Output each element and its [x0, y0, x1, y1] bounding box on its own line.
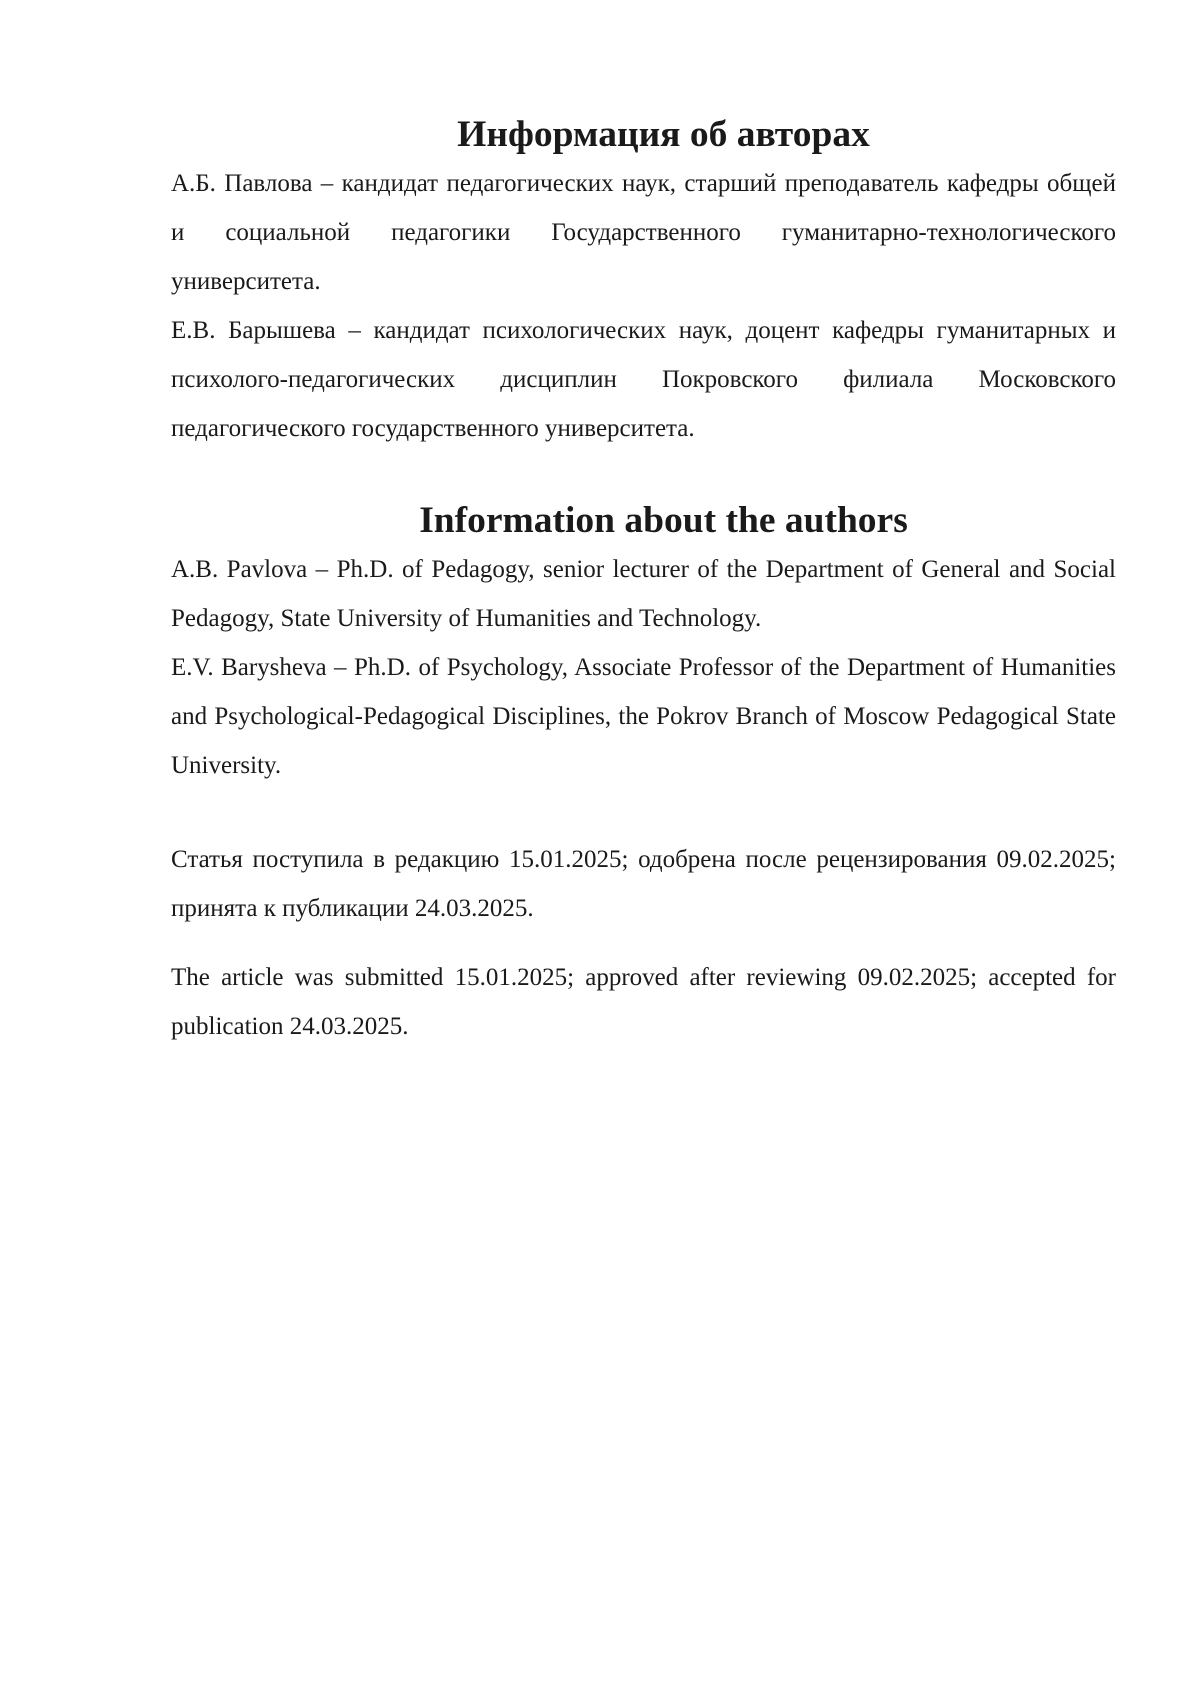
paragraph-spacer — [171, 933, 1116, 953]
author-bio-pavlova-ru: А.Б. Павлова – кандидат педагогических наук, старший преподаватель кафедры общей и социальной педагогики Государственного гуманитарно-технологического университета. — [171, 170, 1116, 295]
author-bio-barysheva-ru: Е.В. Барышева – кандидат психологических наук, доцент кафедры гуманитарных и психолого-педагогических дисциплин Покровского филиала Московского педагогического государственного университета. — [171, 317, 1116, 442]
authors-heading-ru: Информация об авторах — [457, 114, 870, 155]
authors-info-en — [171, 496, 1116, 790]
article-dates-ru: Статья поступила в редакцию 15.01.2025; одобрена после рецензирования 09.02.2025; принята к публикации 24.03.2025. — [171, 846, 1116, 922]
section-spacer — [171, 790, 1116, 835]
author-bio-barysheva-en: E.V. Barysheva – Ph.D. of Psychology, Associate Professor of the Department of Humanities and Psychological-Pedagogical Disciplines, the Pokrov Branch of Moscow Pedagogical State University. — [171, 654, 1116, 779]
authors-heading-en: Information about the authors — [419, 500, 908, 541]
section-spacer — [171, 453, 1116, 496]
document-page — [171, 110, 1116, 1051]
article-dates-en: The article was submitted 15.01.2025; approved after reviewing 09.02.2025; accepted for publication 24.03.2025. — [171, 964, 1116, 1040]
author-bio-pavlova-en: A.B. Pavlova – Ph.D. of Pedagogy, senior lecturer of the Department of General and Social Pedagogy, State University of Humanities and Technology. — [171, 556, 1116, 632]
authors-info-ru — [171, 110, 1116, 453]
article-dates — [171, 835, 1116, 1051]
